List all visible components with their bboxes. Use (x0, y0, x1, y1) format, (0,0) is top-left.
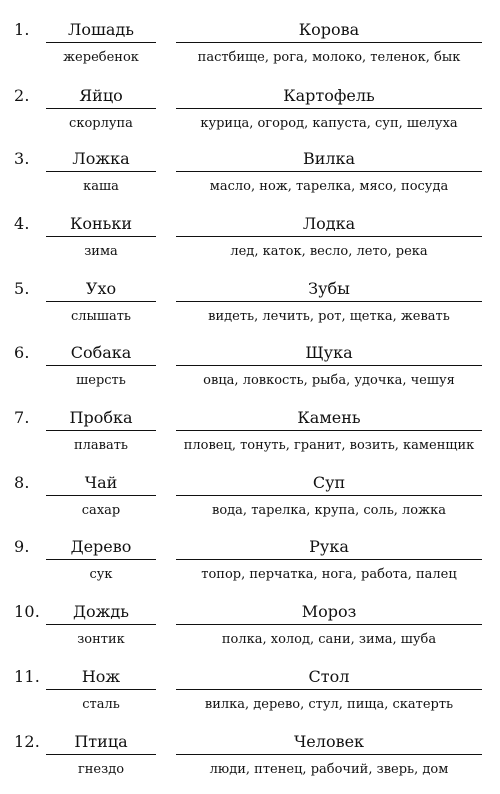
source-divider (46, 624, 156, 625)
target-word: Мороз (301, 602, 357, 621)
item-number: 1. (14, 20, 30, 39)
source-association: зонтик (77, 632, 125, 647)
source-association: зима (84, 244, 118, 259)
item-number: 11. (14, 667, 41, 686)
source-association: скорлупа (69, 116, 133, 131)
answer-options: вилка, дерево, стул, пища, скатерть (204, 697, 454, 712)
target-word: Картофель (283, 86, 375, 105)
source-association: сталь (82, 697, 120, 712)
source-divider (46, 559, 156, 560)
target-divider (176, 171, 482, 172)
source-word: Нож (81, 667, 121, 686)
item-number: 2. (14, 86, 30, 105)
target-word: Суп (312, 473, 346, 492)
source-divider (46, 495, 156, 496)
target-word: Вилка (302, 149, 356, 168)
target-word: Камень (297, 408, 361, 427)
source-association: сук (89, 567, 113, 582)
source-word: Пробка (69, 408, 133, 427)
analogy-item-5 (0, 277, 500, 341)
target-word: Рука (309, 537, 349, 556)
answer-options: пастбище, рога, молоко, теленок, бык (197, 50, 461, 65)
source-association: жеребенок (63, 50, 139, 65)
item-number: 6. (14, 343, 30, 362)
answer-options: люди, птенец, рабочий, зверь, дом (209, 762, 449, 777)
item-number: 5. (14, 279, 30, 298)
source-word: Дождь (73, 602, 129, 621)
answer-options: вода, тарелка, крупа, соль, ложка (212, 503, 446, 518)
target-word: Щука (305, 343, 353, 362)
source-association: гнездо (77, 762, 125, 777)
target-word: Человек (293, 732, 365, 751)
source-word: Ложка (72, 149, 130, 168)
target-divider (176, 624, 482, 625)
target-divider (176, 430, 482, 431)
item-number: 10. (14, 602, 41, 621)
answer-options: полка, холод, сани, зима, шуба (221, 632, 437, 647)
target-divider (176, 236, 482, 237)
analogy-item-10 (0, 600, 500, 664)
target-divider (176, 365, 482, 366)
target-divider (176, 689, 482, 690)
source-association: каша (83, 179, 119, 194)
answer-options: топор, перчатка, нога, работа, палец (201, 567, 457, 582)
analogy-item-7 (0, 406, 500, 470)
source-association: шерсть (76, 373, 126, 388)
target-word: Лодка (302, 214, 356, 233)
answer-options: масло, нож, тарелка, мясо, посуда (209, 179, 449, 194)
target-word: Зубы (308, 279, 350, 298)
target-divider (176, 301, 482, 302)
source-word: Яйцо (79, 86, 123, 105)
source-divider (46, 754, 156, 755)
target-divider (176, 495, 482, 496)
analogy-item-9 (0, 535, 500, 599)
source-word: Лошадь (68, 20, 134, 39)
source-divider (46, 42, 156, 43)
source-association: слышать (71, 309, 131, 324)
analogy-item-8 (0, 471, 500, 535)
target-divider (176, 108, 482, 109)
analogy-item-2 (0, 84, 500, 148)
item-number: 12. (14, 732, 41, 751)
analogy-item-6 (0, 341, 500, 405)
target-divider (176, 559, 482, 560)
source-divider (46, 171, 156, 172)
item-number: 8. (14, 473, 30, 492)
item-number: 3. (14, 149, 30, 168)
source-divider (46, 689, 156, 690)
answer-options: лед, каток, весло, лето, река (230, 244, 428, 259)
analogy-item-4 (0, 212, 500, 276)
source-word: Дерево (70, 537, 132, 556)
source-divider (46, 430, 156, 431)
item-number: 4. (14, 214, 30, 233)
source-word: Ухо (85, 279, 117, 298)
item-number: 9. (14, 537, 30, 556)
source-word: Птица (74, 732, 128, 751)
target-word: Стол (308, 667, 350, 686)
answer-options: пловец, тонуть, гранит, возить, каменщик (183, 438, 475, 453)
source-divider (46, 108, 156, 109)
answer-options: курица, огород, капуста, суп, шелуха (200, 116, 458, 131)
answer-options: овца, ловкость, рыба, удочка, чешуя (203, 373, 455, 388)
source-divider (46, 301, 156, 302)
analogy-item-12 (0, 730, 500, 794)
target-word: Корова (298, 20, 360, 39)
target-divider (176, 42, 482, 43)
source-divider (46, 365, 156, 366)
source-word: Чай (84, 473, 118, 492)
analogy-item-1 (0, 18, 500, 82)
analogy-item-11 (0, 665, 500, 729)
analogy-item-3 (0, 147, 500, 211)
source-word: Коньки (69, 214, 133, 233)
source-word: Собака (70, 343, 132, 362)
item-number: 7. (14, 408, 30, 427)
source-divider (46, 236, 156, 237)
answer-options: видеть, лечить, рот, щетка, жевать (208, 309, 450, 324)
source-association: сахар (81, 503, 121, 518)
source-association: плавать (73, 438, 128, 453)
target-divider (176, 754, 482, 755)
